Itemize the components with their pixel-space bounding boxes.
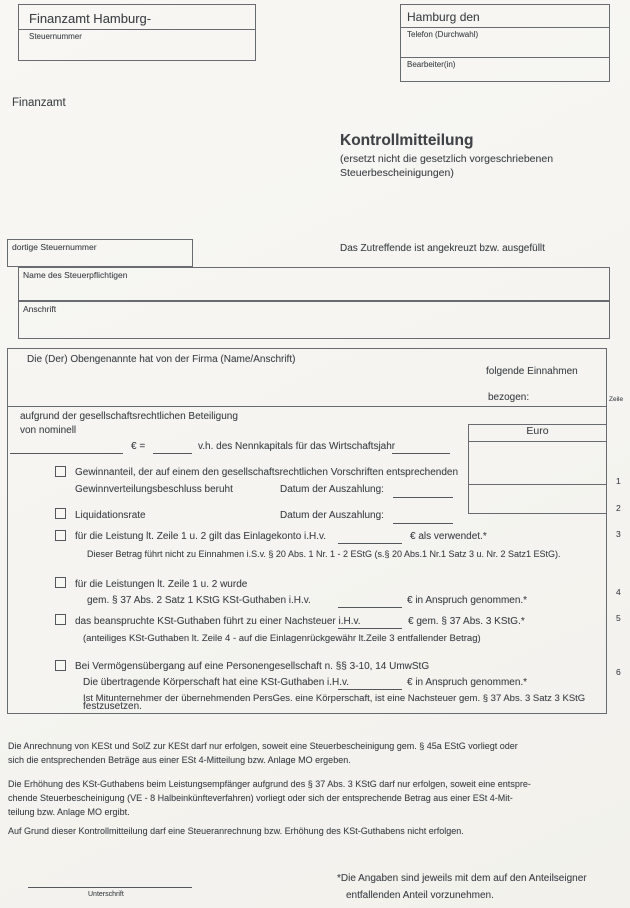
anschrift-label: Anschrift [23,304,57,314]
row-3-amount-blank[interactable] [338,532,402,544]
row-3-text-line2: Dieser Betrag führt nicht zu Einnahmen i.S.v. § 20 Abs. 1 Nr. 1 - 2 EStG (s.§ 20 Abs.1 Nr.1 Satz 3 u. Nr. 2 Satz1 EStG). [87,549,561,559]
firma-section-divider [7,406,607,407]
form-subtitle-line1: (ersetzt nicht die gesetzlich vorgeschriebenen [340,153,554,165]
row-4-amount-blank[interactable] [338,596,402,608]
row-6-text-line1: Bei Vermögensübergang auf eine Personengesellschaft n. §§ 3-10, 14 UmwStG [75,661,430,672]
steuernummer-label: Steuernummer [29,32,82,41]
euro-column-header: Euro [469,425,606,442]
name-field[interactable] [18,267,610,301]
footnote-1-line1: Die Anrechnung von KESt und SolZ zur KESt darf nur erfolgen, soweit eine Steuerbescheinigung gem. § 45a EStG vorliegt oder [8,741,518,751]
contact-header-box[interactable] [400,4,610,82]
row-3-text-line1: für die Leistung lt. Zeile 1 u. 2 gilt das Einlagekonto i.H.v. [75,531,327,542]
office-name: Finanzamt Hamburg- [19,5,255,30]
row-2-text-line1: Liquidationsrate [75,510,146,521]
checkbox-row-6[interactable] [55,660,66,671]
row-5-text-line1: das beanspruchte KSt-Guthaben führt zu einer Nachsteuer i.H.v. [75,616,361,627]
row-6-text-line2: Die übertragende Körperschaft hat eine KSt-Guthaben i.H.v. [83,677,350,688]
signature-label: Unterschrift [88,891,124,898]
office-header-box[interactable] [18,4,256,61]
row-5-amount-blank[interactable] [338,617,402,629]
footnote-1-line2: sich die entsprechenden Beträge aus einer ESt 4-Mitteilung bzw. Anlage MO ergeben. [8,755,351,765]
footnote-2-line2: chende Steuerbescheinigung (VE - 8 Halbeinkünfteverfahren) vorliegt oder sich der entsprechende Betrag aus einer ESt 4-Mit- [8,793,513,803]
einnahmen-text-line1: folgende Einnahmen [486,366,578,377]
row-3-amount-suffix: € als verwendet.* [410,531,487,542]
row-6-amount-blank[interactable] [338,678,402,690]
row-6-amount-suffix: € in Anspruch genommen.* [407,677,528,688]
row-1-datum-label: Datum der Auszahlung: [280,484,384,495]
city-date-label: Hamburg den [401,5,609,28]
zeile-column-header: Zeile [609,396,624,403]
checkbox-row-5[interactable] [55,614,66,625]
einnahmen-text-line2: bezogen: [488,392,530,403]
checkbox-row-1[interactable] [55,466,66,477]
wirtschaftsjahr-blank[interactable] [392,442,450,454]
star-note-line1: *Die Angaben sind jeweils mit dem auf den Anteilseigner [337,873,587,884]
zeile-number-5: 5 [616,613,621,623]
zeile-number-2: 2 [616,503,621,513]
footnote-2-line3: teilung bzw. Anlage MO ergibt. [8,807,130,817]
signature-line[interactable] [28,887,192,888]
phone-label: Telefon (Durchwahl) [401,28,609,58]
finanzamt-label: Finanzamt [12,97,66,109]
nominal-percent-blank[interactable] [153,442,192,454]
anschrift-field[interactable] [18,301,610,339]
form-subtitle-line2: Steuerbescheinigungen) [340,167,454,179]
euro-column-box [468,424,607,514]
star-note-line2: entfallenden Anteil vorzunehmen. [346,890,494,901]
beteiligung-line2: von nominell [20,425,77,436]
row-4-text-line2: gem. § 37 Abs. 2 Satz 1 KStG KSt-Guthaben i.H.v. [87,595,311,606]
nominal-amount-blank[interactable] [10,442,123,454]
dortige-steuernummer-field[interactable] [7,239,193,267]
name-label: Name des Steuerpflichtigen [23,270,128,280]
row-6-text-line3: Ist Mitunternehmer der übernehmenden PersGes. eine Körperschaft, ist eine Nachsteuer gem. § 37 Abs. 3 Satz 3 KStG [83,693,586,704]
row-5-amount-suffix: € gem. § 37 Abs. 3 KStG.* [408,616,525,627]
euro-amount-cell-row-1[interactable] [469,442,606,485]
footnote-2-line1: Die Erhöhung des KSt-Guthabens beim Leistungsempfänger aufgrund des § 37 Abs. 3 KStG darf nur erfolgen, soweit eine entspre- [8,779,531,789]
euro-amount-cell-row-2[interactable] [469,485,606,513]
zeile-number-6: 6 [616,667,621,677]
instruction-text: Das Zutreffende ist angekreuzt bzw. ausgefüllt [340,243,545,254]
zeile-number-1: 1 [616,476,621,486]
row-2-datum-label: Datum der Auszahlung: [280,510,384,521]
form-title: Kontrollmitteilung [340,132,474,149]
checkbox-row-4[interactable] [55,577,66,588]
row-4-amount-suffix: € in Anspruch genommen.* [407,595,528,606]
checkbox-row-3[interactable] [55,530,66,541]
nominal-eq-label: € = [131,441,146,452]
row-1-datum-blank[interactable] [393,486,453,498]
row-2-datum-blank[interactable] [393,512,453,524]
row-4-text-line1: für die Leistungen lt. Zeile 1 u. 2 wurde [75,579,248,590]
footnote-3: Auf Grund dieser Kontrollmitteilung darf eine Steueranrechnung bzw. Erhöhung des KSt-Guthabens nicht erfolgen. [8,826,464,836]
nennkapital-text: v.h. des Nennkapitals für das Wirtschaftsjahr [198,441,396,452]
checkbox-row-2[interactable] [55,508,66,519]
firma-label: Die (Der) Obengenannte hat von der Firma (Name/Anschrift) [27,354,296,365]
row-1-text-line1: Gewinnanteil, der auf einem den gesellschaftsrechtlichen Vorschriften entsprechenden [75,467,459,478]
zeile-number-3: 3 [616,529,621,539]
clerk-label: Bearbeiter(in) [407,60,456,69]
row-6-text-line4: festzusetzen. [83,701,142,712]
row-5-text-line2: (anteiliges KSt-Guthaben lt. Zeile 4 - auf die Einlagenrückgewähr lt.Zeile 3 entfallender Betrag) [83,633,481,644]
beteiligung-line1: aufgrund der gesellschaftsrechtlichen Beteiligung [20,411,238,422]
row-1-text-line2: Gewinnverteilungsbeschluss beruht [75,484,233,495]
dortige-steuernummer-label: dortige Steuernummer [12,242,97,252]
zeile-number-4: 4 [616,587,621,597]
